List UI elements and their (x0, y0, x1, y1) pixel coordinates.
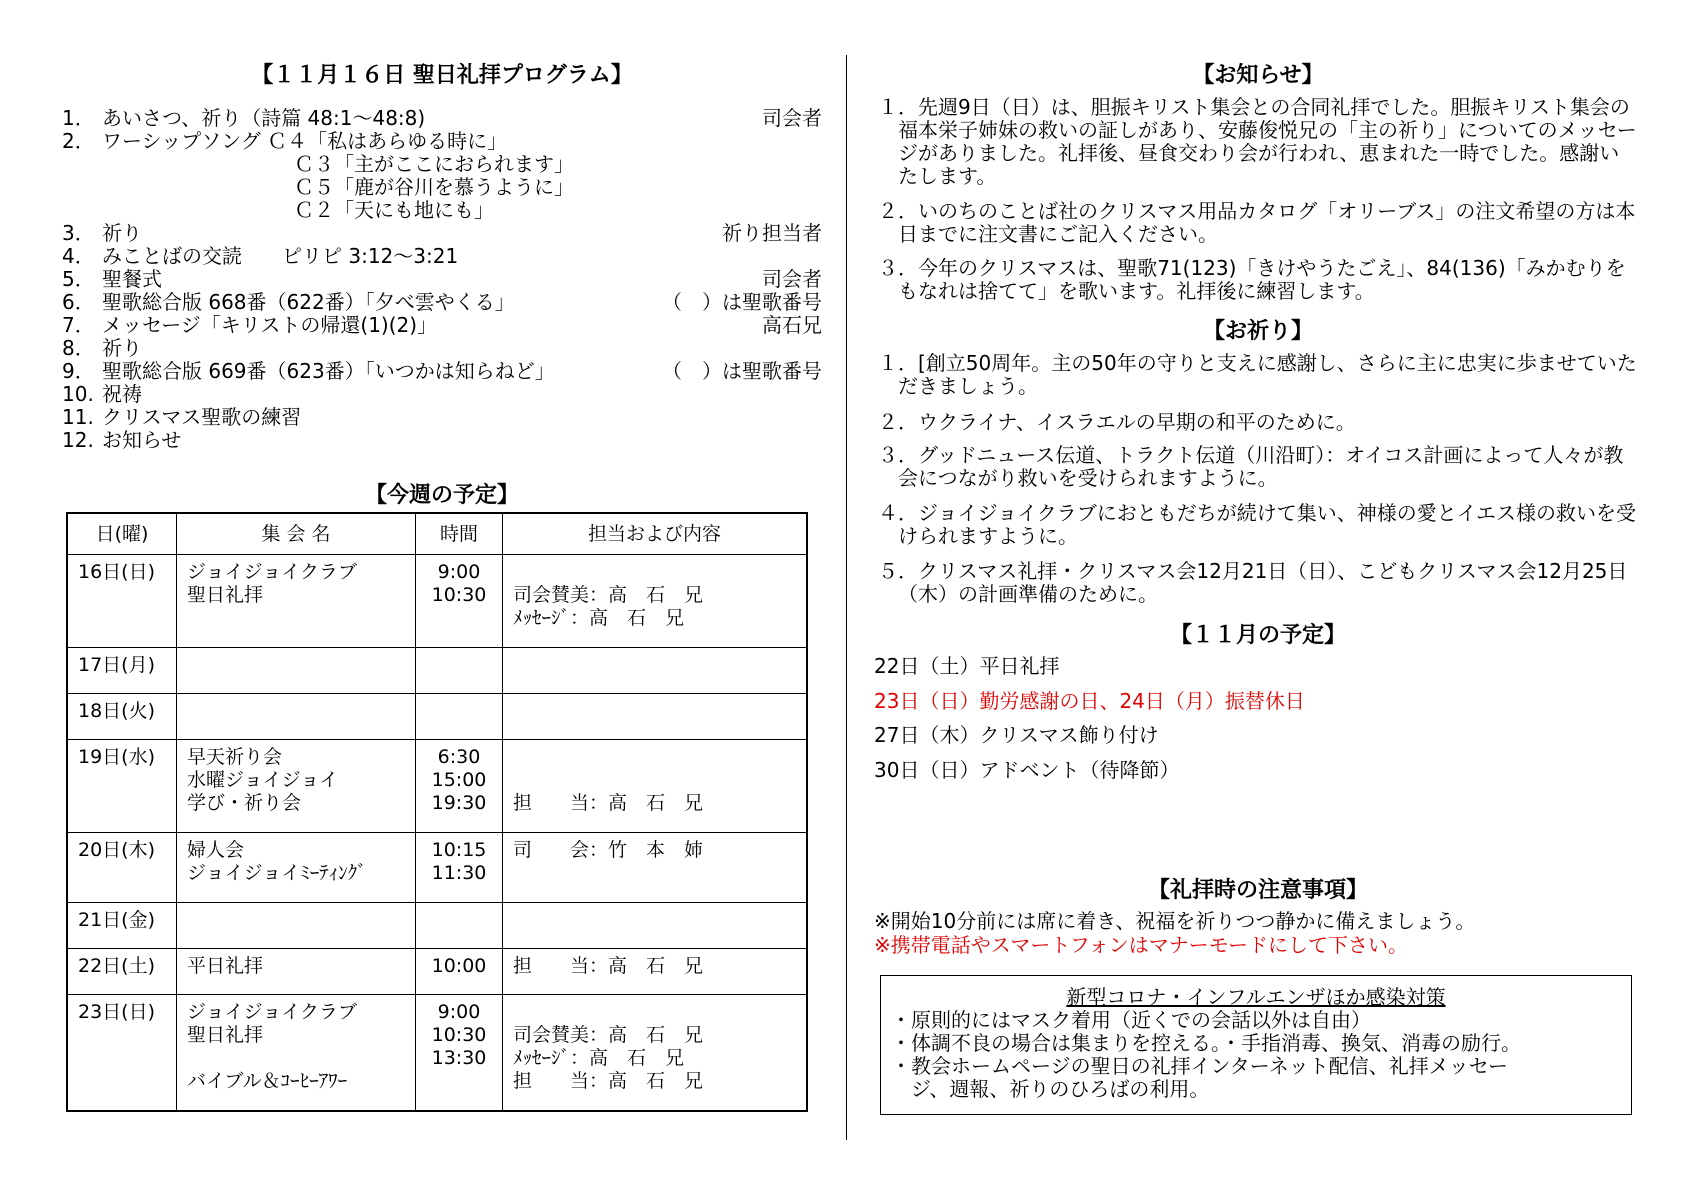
schedule-day-label: 16日(日) (78, 561, 156, 583)
meeting-time: 10:30 (431, 1024, 487, 1046)
program-item-label: メッセージ「キリストの帰還(1)(2)」 (102, 313, 438, 337)
meeting-time: 13:30 (431, 1047, 487, 1069)
meeting-time: 9:00 (437, 1001, 481, 1023)
worship-song-line: Ｃ５「鹿が谷川を慕うように」 (294, 175, 574, 199)
schedule-meetings (177, 833, 416, 903)
schedule-duties (503, 555, 808, 648)
schedule-row (67, 694, 807, 740)
program-item-role: （ ）は聖歌番号 (662, 359, 822, 383)
meeting-name: 婦人会 (187, 839, 245, 861)
schedule-meetings (177, 555, 416, 648)
program-item-label: 祈り (102, 221, 142, 245)
worship-song-line: Ｃ２「天にも地にも」 (294, 198, 494, 222)
meeting-name: 聖日礼拝 (187, 1024, 264, 1046)
program-item-number: 2． (62, 129, 95, 153)
schedule-times (416, 949, 503, 995)
schedule-day (67, 740, 177, 833)
program-title: 【１１月１６日 聖日礼拝プログラム】 (251, 63, 633, 88)
meeting-name: 早天祈り会 (187, 746, 283, 768)
schedule-meetings (177, 740, 416, 833)
schedule-times (416, 995, 503, 1111)
program-item-number: 5． (62, 267, 95, 291)
meeting-duty: 担 当：高 石 兄 (513, 955, 704, 977)
schedule-day (67, 995, 177, 1111)
program-item-label: 祝祷 (102, 382, 142, 406)
prayer-item (878, 444, 1638, 490)
program-item-role: 司会者 (762, 106, 822, 130)
schedule-meetings (177, 903, 416, 949)
schedule-duties (503, 903, 808, 949)
schedule-row (67, 949, 807, 995)
program-item-number: 10. (62, 382, 94, 406)
schedule-times (416, 648, 503, 694)
meeting-time: 10:30 (431, 584, 487, 606)
infection-box (880, 975, 1632, 1115)
schedule-row (67, 648, 807, 694)
infection-line: ジ、週報、祈りのひろばの利用。 (911, 1077, 1210, 1101)
notice-text: ３．今年のクリスマスは、聖歌71(123)「きけやうたごえ」、84(136)「みかむりをもなれは捨てて」を歌います。礼拝後に練習します。 (878, 256, 1626, 303)
notice-text: ２．いのちのことば社のクリスマス用品カタログ「オリーブス」の注文希望の方は本日までに注文書にご記入ください。 (878, 199, 1636, 246)
column-divider (846, 55, 847, 1140)
program-item-label: 聖歌総合版 668番（622番）「夕べ雲やくる」 (102, 290, 515, 314)
program-item-number: 11. (62, 405, 94, 429)
worship-song-line: Ｃ３「主がここにおられます」 (294, 152, 574, 176)
schedule-title: 【今週の予定】 (364, 483, 519, 508)
caution-line-1: ※開始10分前には席に着き、祝福を祈りつつ静かに備えましょう。 (874, 909, 1476, 933)
schedule-duties (503, 833, 808, 903)
meeting-name: 平日礼拝 (187, 955, 264, 977)
program-item-label: クリスマス聖歌の練習 (102, 405, 302, 429)
prayer-text: ５．クリスマス礼拝・クリスマス会12月21日（日）、こどもクリスマス会12月25日（木）の計画準備のために。 (878, 559, 1628, 606)
notice-item (878, 200, 1638, 246)
notice-item (878, 96, 1638, 188)
infection-line: ・原則的にはマスク着用（近くでの会話以外は自由） (891, 1008, 1371, 1032)
schedule-day (67, 694, 177, 740)
meeting-duty (513, 769, 796, 792)
schedule-times (416, 740, 503, 833)
schedule-duties (503, 740, 808, 833)
schedule-times (416, 833, 503, 903)
prayer-item (878, 560, 1638, 606)
meeting-name: ジョイジョイクラブ (187, 561, 357, 583)
program-item (62, 130, 822, 153)
schedule-duties (503, 648, 808, 694)
schedule-header-row (67, 513, 807, 555)
header-name: 集 会 名 (177, 513, 416, 555)
november-event: 30日（日）アドベント（待降節） (874, 758, 1180, 782)
november-title: 【１１月の予定】 (1169, 623, 1346, 648)
schedule-day-label: 20日(木) (78, 839, 156, 861)
schedule-day-label: 18日(火) (78, 700, 156, 722)
program-item-role: 高石兄 (762, 313, 822, 337)
prayer-item (878, 502, 1638, 548)
meeting-time: 15:00 (431, 769, 487, 791)
meeting-time: 11:30 (431, 862, 487, 884)
notice-item (878, 257, 1638, 303)
schedule-times (416, 903, 503, 949)
notices-title: 【お知らせ】 (1192, 63, 1324, 88)
schedule-meetings (177, 995, 416, 1111)
schedule-day (67, 555, 177, 648)
meeting-duty: 司会賛美：高 石 兄 (513, 584, 704, 606)
prayer-text: ４．ジョイジョイクラブにおともだちが続けて集い、神様の愛とイエス様の救いを受けられますように。 (878, 501, 1636, 548)
prayer-text: １．[創立50周年。主の50年の守りと支えに感謝し、さらに主に忠実に歩ませていただきましょう。 (878, 351, 1637, 398)
meeting-time: 19:30 (431, 792, 487, 814)
program-item-number: 9． (62, 359, 95, 383)
meeting-time: 6:30 (437, 746, 481, 768)
schedule-times (416, 694, 503, 740)
schedule-duties (503, 995, 808, 1111)
schedule-times (416, 555, 503, 648)
prayer-item (878, 411, 1638, 434)
schedule-day-label: 17日(月) (78, 654, 156, 676)
meeting-name: 聖日礼拝 (187, 584, 264, 606)
schedule-day (67, 903, 177, 949)
schedule-meetings (177, 648, 416, 694)
november-event: 23日（日）勤労感謝の日、24日（月）振替休日 (874, 689, 1305, 713)
meeting-name: バイブル＆ｺｰﾋｰｱﾜｰ (187, 1070, 348, 1092)
notice-text: １．先週9日（日）は、胆振キリスト集会との合同礼拝でした。胆振キリスト集会の福本栄子姉妹の救いの証しがあり、安藤俊悦兄の「主の祈り」についてのメッセージがありました。礼拝後、昼食交わり会が行われ、恵まれた一時でした。感謝いたします。 (878, 95, 1637, 188)
program-item (62, 268, 822, 291)
meeting-time: 9:00 (437, 561, 481, 583)
meeting-name: 水曜ジョイジョイ (187, 769, 339, 791)
meeting-duty: ﾒｯｾｰｼﾞ：高 石 兄 (513, 1047, 685, 1069)
program-item-number: 3． (62, 221, 95, 245)
meeting-time: 10:15 (431, 839, 487, 861)
schedule-meetings (177, 694, 416, 740)
program-item-number: 8． (62, 336, 95, 360)
schedule-day (67, 833, 177, 903)
schedule-table (66, 512, 808, 1112)
program-item-role: （ ）は聖歌番号 (662, 290, 822, 314)
program-item-label: みことばの交読 ピリピ 3:12〜3:21 (102, 244, 459, 268)
meeting-duty: 担 当：高 石 兄 (513, 792, 704, 814)
schedule-day (67, 949, 177, 995)
caution-line-2: ※携帯電話やスマートフォンはマナーモードにして下さい。 (874, 933, 1408, 957)
program-item (62, 291, 822, 314)
program-item (62, 383, 822, 406)
program-item (62, 360, 822, 383)
schedule-duties (503, 694, 808, 740)
schedule-row (67, 833, 807, 903)
meeting-duty (513, 746, 796, 769)
november-event: 27日（木）クリスマス飾り付け (874, 723, 1159, 747)
program-item-label: 祈り (102, 336, 142, 360)
program-item (62, 222, 822, 245)
schedule-day-label: 23日(日) (78, 1001, 156, 1023)
meeting-duty (513, 561, 796, 584)
header-day: 日(曜) (67, 513, 177, 555)
meeting-name: ジョイジョイﾐｰﾃｨﾝｸﾞ (187, 862, 367, 884)
header-time: 時間 (416, 513, 503, 555)
header-duty: 担当および内容 (503, 513, 808, 555)
schedule-day (67, 648, 177, 694)
schedule-row (67, 995, 807, 1111)
schedule-row (67, 555, 807, 648)
infection-line: ・教会ホームページの聖日の礼拝インターネット配信、礼拝メッセー (891, 1054, 1508, 1078)
meeting-duty: 司 会：竹 本 姉 (513, 839, 704, 861)
meeting-name: ジョイジョイクラブ (187, 1001, 357, 1023)
program-item-role: 司会者 (762, 267, 822, 291)
program-item-number: 4． (62, 244, 95, 268)
program-item-number: 12. (62, 428, 94, 452)
program-item-number: 1． (62, 106, 95, 130)
meeting-duty (513, 1001, 796, 1024)
meeting-name: 学び・祈り会 (187, 792, 302, 814)
meeting-duty: 担 当：高 石 兄 (513, 1070, 704, 1092)
program-item-label: 聖歌総合版 669番（623番）「いつかは知らねど」 (102, 359, 555, 383)
prayer-text: ３．グッドニュース伝道、トラクト伝道（川沿町）：オイコス計画によって人々が教会につながり救いを受けられますように。 (878, 443, 1624, 490)
program-item-number: 7． (62, 313, 95, 337)
program-item (62, 429, 822, 452)
program-item (62, 107, 822, 130)
program-item-label: 聖餐式 (102, 267, 162, 291)
program-item (62, 314, 822, 337)
program-item (62, 337, 822, 360)
program-item-label: お知らせ (102, 428, 182, 452)
meeting-duty: ﾒｯｾｰｼﾞ：高 石 兄 (513, 607, 685, 629)
schedule-meetings (177, 949, 416, 995)
cautions-title: 【礼拝時の注意事項】 (1147, 878, 1368, 903)
meeting-duty: 司会賛美：高 石 兄 (513, 1024, 704, 1046)
prayer-item (878, 352, 1638, 398)
prayers-title: 【お祈り】 (1202, 319, 1313, 344)
schedule-day-label: 21日(金) (78, 909, 156, 931)
schedule-duties (503, 949, 808, 995)
program-item-label: あいさつ、祈り（詩篇 48:1〜48:8) (102, 106, 426, 130)
program-item-number: 6． (62, 290, 95, 314)
meeting-time: 10:00 (431, 955, 487, 977)
infection-title: 新型コロナ・インフルエンザほか感染対策 (1066, 985, 1446, 1009)
program-item-label: ワーシップソング Ｃ４「私はあらゆる時に」 (102, 129, 508, 153)
meeting-name (187, 1047, 405, 1070)
schedule-row (67, 903, 807, 949)
program-item-role: 祈り担当者 (722, 221, 822, 245)
infection-line: ・体調不良の場合は集まりを控える。・手指消毒、換気、消毒の励行。 (891, 1031, 1521, 1055)
schedule-row (67, 740, 807, 833)
schedule-day-label: 19日(水) (78, 746, 156, 768)
prayer-text: ２．ウクライナ、イスラエルの早期の和平のために。 (878, 410, 1356, 434)
schedule-day-label: 22日(土) (78, 955, 156, 977)
november-event: 22日（土）平日礼拝 (874, 654, 1060, 678)
program-item (62, 406, 822, 429)
program-item (62, 245, 822, 268)
